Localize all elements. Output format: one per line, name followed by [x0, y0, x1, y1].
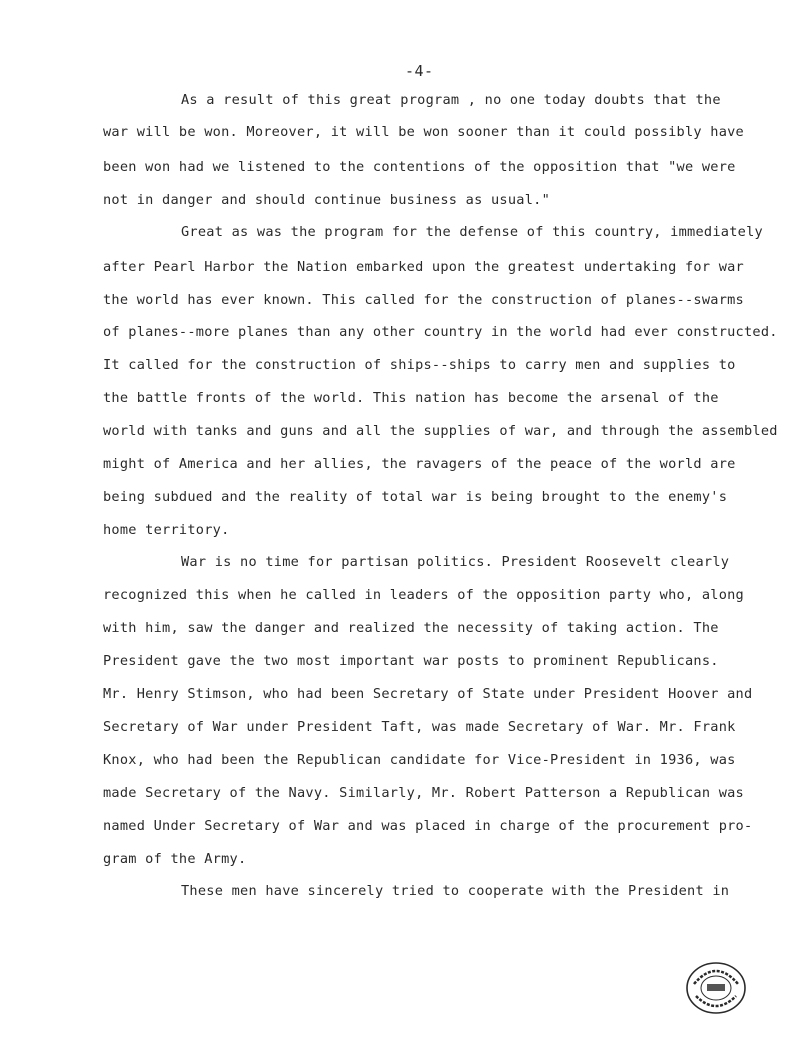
- text-line: with him, saw the danger and realized the necessity of taking action. The: [103, 620, 719, 636]
- text-line: gram of the Army.: [103, 851, 247, 867]
- text-line: been won had we listened to the contentions of the opposition that "we were: [103, 159, 736, 175]
- text-line: Great as was the program for the defense of this country, immediately: [181, 224, 763, 240]
- text-line: the battle fronts of the world. This nation has become the arsenal of the: [103, 390, 719, 406]
- text-line: the world has ever known. This called for the construction of planes--swarms: [103, 292, 744, 308]
- text-line: Secretary of War under President Taft, was made Secretary of War. Mr. Frank: [103, 719, 736, 735]
- text-line: named Under Secretary of War and was placed in charge of the procurement pro-: [103, 818, 753, 834]
- page-number: -4-: [405, 62, 434, 80]
- text-line: It called for the construction of ships--ships to carry men and supplies to: [103, 357, 736, 373]
- text-line: recognized this when he called in leaders of the opposition party who, along: [103, 587, 744, 603]
- text-line: made Secretary of the Navy. Similarly, Mr. Robert Patterson a Republican was: [103, 785, 744, 801]
- text-line: home territory.: [103, 522, 230, 538]
- text-line: As a result of this great program , no one today doubts that the: [181, 92, 721, 108]
- text-line: Knox, who had been the Republican candidate for Vice-President in 1936, was: [103, 752, 736, 768]
- text-line: after Pearl Harbor the Nation embarked upon the greatest undertaking for war: [103, 259, 744, 275]
- text-line: War is no time for partisan politics. President Roosevelt clearly: [181, 554, 730, 570]
- text-line: being subdued and the reality of total war is being brought to the enemy's: [103, 489, 728, 505]
- text-line: of planes--more planes than any other country in the world had ever constructed.: [103, 324, 778, 340]
- text-line: These men have sincerely tried to cooperate with the President in: [181, 883, 730, 899]
- library-stamp-icon: [684, 960, 748, 1016]
- text-line: world with tanks and guns and all the supplies of war, and through the assembled: [103, 423, 778, 439]
- text-line: war will be won. Moreover, it will be won sooner than it could possibly have: [103, 124, 744, 140]
- text-line: not in danger and should continue business as usual.": [103, 192, 551, 208]
- text-line: President gave the two most important war posts to prominent Republicans.: [103, 653, 719, 669]
- text-line: Mr. Henry Stimson, who had been Secretary of State under President Hoover and: [103, 686, 753, 702]
- text-line: might of America and her allies, the ravagers of the peace of the world are: [103, 456, 736, 472]
